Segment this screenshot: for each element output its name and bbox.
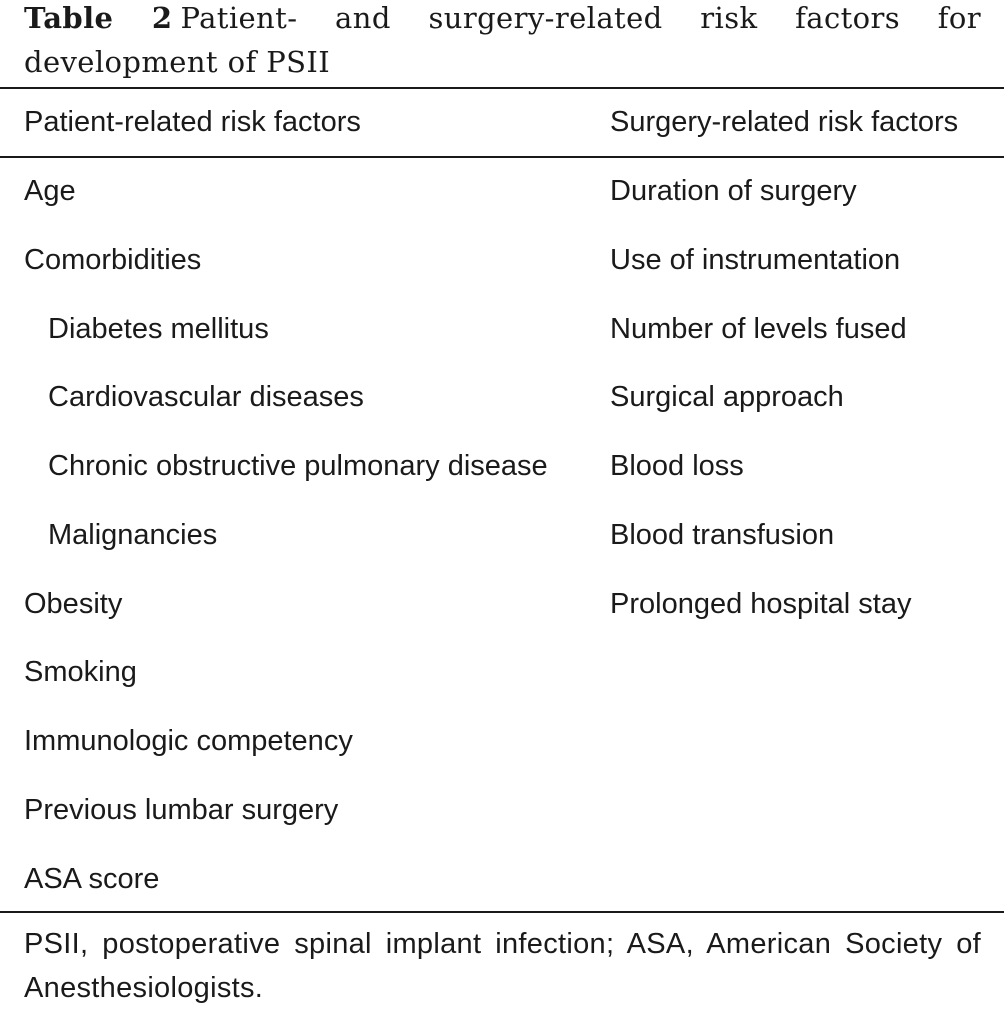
table-row (0, 776, 1004, 845)
surgery-factor: Surgical approach (610, 381, 844, 413)
table-row (0, 501, 1004, 570)
header-patient: Patient-related risk factors (24, 106, 361, 138)
surgery-factor: Blood loss (610, 450, 744, 482)
header-surgery: Surgery-related risk factors (610, 106, 959, 138)
table-caption (24, 0, 981, 84)
patient-factor: Age (24, 175, 76, 207)
bottom-rule (0, 911, 1004, 913)
surgery-factor: Blood transfusion (610, 519, 835, 551)
table-row (0, 432, 1004, 501)
surgery-factor: Duration of surgery (610, 175, 857, 207)
patient-factor: Previous lumbar surgery (24, 794, 339, 826)
header-rule (0, 156, 1004, 158)
patient-factor: Malignancies (48, 519, 218, 551)
table-row (0, 570, 1004, 639)
table-footnote: PSII, postoperative spinal implant infection; ASA, American Society of Anesthesiologists. (24, 928, 981, 1004)
table-row (0, 295, 1004, 364)
patient-factor: Smoking (24, 656, 137, 688)
patient-factor: Comorbidities (24, 244, 202, 276)
patient-factor: Immunologic competency (24, 725, 353, 757)
surgery-factor: Use of instrumentation (610, 244, 901, 276)
patient-factor: Diabetes mellitus (48, 313, 269, 345)
patient-factor: Chronic obstructive pulmonary disease (48, 450, 548, 482)
surgery-factor: Number of levels fused (610, 313, 907, 345)
table-row (0, 845, 1004, 914)
table-row (0, 707, 1004, 776)
patient-factor: Obesity (24, 588, 123, 620)
surgery-factor: Prolonged hospital stay (610, 588, 912, 620)
table-row (0, 638, 1004, 707)
table-row (0, 363, 1004, 432)
header-row (0, 88, 1004, 157)
patient-factor: ASA score (24, 863, 160, 895)
patient-factor: Cardiovascular diseases (48, 381, 364, 413)
table-row (0, 157, 1004, 226)
table-row (0, 226, 1004, 295)
table-label: Table 2 (24, 1, 173, 35)
table-title: Patient- and surgery-related risk factors for development of PSII (24, 1, 981, 79)
